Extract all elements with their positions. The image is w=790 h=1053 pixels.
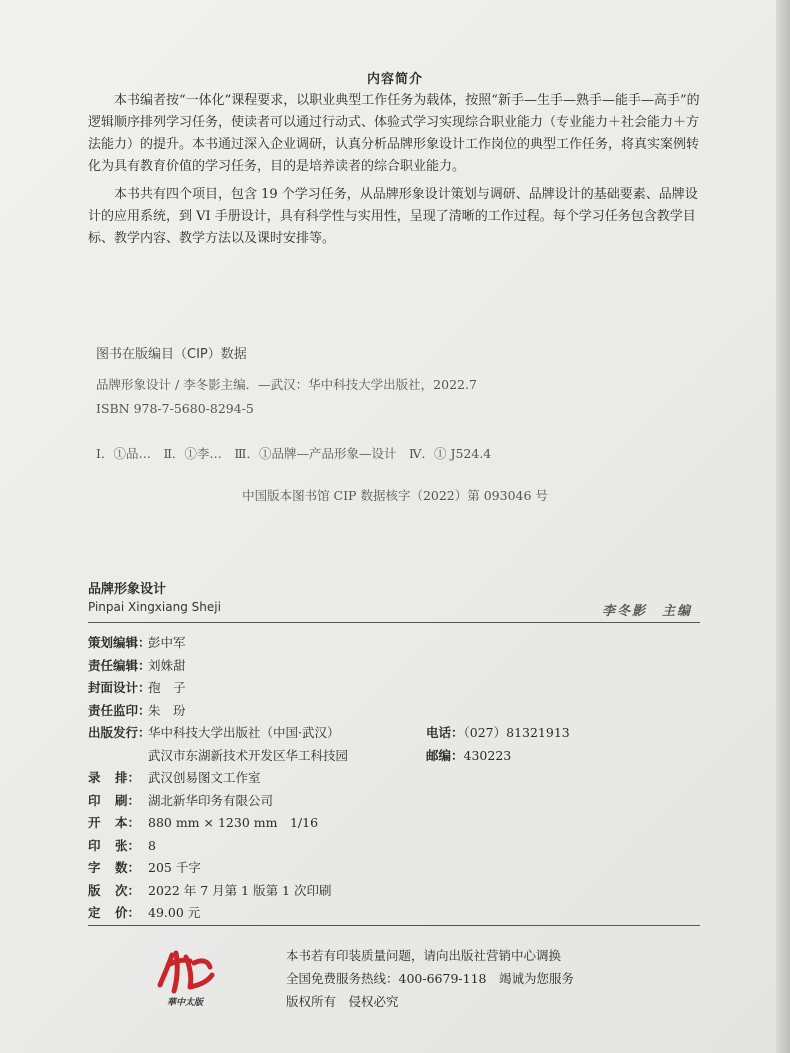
- book-title: 品牌形象设计: [88, 582, 167, 597]
- detail-label: 印: [88, 792, 101, 808]
- cip-title: 图书在版编目（CIP）数据: [96, 347, 247, 362]
- publisher-address: 武汉市东湖新技术开发区华工科技园: [148, 747, 349, 763]
- detail-value: 朱 玢: [148, 702, 186, 718]
- intro-paragraph-1: 本书编者按“一体化”课程要求，以职业典型工作任务为载体，按照“新手—生手—熟手—能手—高手”的逻辑顺序排列学习任务，使读者可以通过行动式、体验式学习实现综合职业能力（专业能力＋社会能力＋方法能力）的提升。本书通过深入企业调研，认真分析品牌形象设计工作岗位的典型工作任务，将真实案例转化为具有教育价值的学习任务，目的是培养读者的综合职业能力。: [88, 93, 700, 174]
- detail-row-price: [88, 902, 700, 925]
- detail-value: 2022 年 7 月第 1 版第 1 次印刷: [148, 882, 332, 898]
- notice-copyright: 版权所有 侵权必究: [286, 994, 399, 1009]
- detail-label: 出版发行：: [88, 725, 151, 740]
- detail-label: 字: [88, 860, 101, 875]
- cip-classification: Ⅰ．①品… Ⅱ．①李… Ⅲ．①品牌—产品形象—设计 Ⅳ．① J524.4: [96, 446, 492, 461]
- phone-value: （027）81321913: [463, 725, 570, 740]
- intro-paragraph-2: 本书共有四个项目，包含 19 个学习任务，从品牌形象设计策划与调研、品牌设计的基础要素、品牌设计的应用系统，到 VI 手册设计，具有科学性与实用性，呈现了清晰的工作过程。每个学习任务包含教学目标、教学内容、教学方法以及课时安排等。: [88, 187, 698, 246]
- detail-label: 次：: [114, 882, 140, 898]
- detail-value: 彭中军: [148, 635, 186, 650]
- divider-top: [88, 622, 700, 623]
- detail-label: 本：: [114, 815, 140, 830]
- detail-row-words: [88, 857, 700, 880]
- cip-isbn: ISBN 978-7-5680-8294-5: [96, 401, 254, 416]
- divider-bottom: [88, 925, 700, 926]
- phone-field: [426, 722, 570, 745]
- cip-catalog-line: 品牌形象设计 / 李冬影主编．—武汉：华中科技大学出版社，2022.7: [96, 377, 477, 392]
- detail-label: 策划编辑：: [88, 635, 151, 650]
- intro-title: 内容简介: [366, 72, 423, 87]
- detail-label: 版: [88, 882, 101, 898]
- detail-row-supervisor: [88, 700, 700, 723]
- detail-value: 8: [148, 837, 156, 853]
- publication-details: [88, 632, 700, 925]
- detail-value: 武汉创易图文工作室: [148, 770, 261, 785]
- book-author: 李冬影 主编: [601, 604, 692, 619]
- postcode-field: [426, 745, 511, 768]
- detail-label: 数：: [114, 860, 140, 875]
- detail-row-cover-design: [88, 677, 700, 700]
- cip-verify-number: 中国版本图书馆 CIP 数据核字（2022）第 093046 号: [242, 488, 548, 503]
- detail-label: 定: [88, 905, 101, 920]
- intro-body: [88, 90, 700, 256]
- detail-label: 开: [88, 815, 101, 830]
- detail-value: 880 mm × 1230 mm 1/16: [148, 815, 319, 830]
- detail-row-sheets: [88, 835, 700, 858]
- book-pinyin: Pinpai Xingxiang Sheji: [88, 600, 221, 614]
- detail-label: 责任监印：: [88, 702, 151, 718]
- detail-label: 排：: [114, 770, 140, 785]
- detail-value: 刘姝甜: [148, 657, 186, 673]
- detail-value: 湖北新华印务有限公司: [148, 792, 274, 808]
- detail-row-responsible-editor: [88, 655, 700, 678]
- page-edge: [776, 0, 790, 1053]
- detail-row-publisher: [88, 722, 700, 745]
- publisher-logo-text: 華中太版: [166, 998, 203, 1008]
- detail-row-printing: [88, 790, 700, 813]
- notice-quality: 本书若有印装质量问题，请向出版社营销中心调换: [286, 948, 562, 963]
- detail-value: 49.00 元: [148, 905, 201, 920]
- notice-hotline: 全国免费服务热线：400-6679-118 竭诚为您服务: [286, 971, 574, 986]
- detail-label: 印: [88, 837, 101, 853]
- detail-row-format: [88, 812, 700, 835]
- detail-row-address: [88, 745, 700, 768]
- footer-notice: [286, 944, 574, 1013]
- detail-row-typesetting: [88, 767, 700, 790]
- detail-value: 华中科技大学出版社（中国·武汉）: [148, 725, 340, 740]
- detail-label: 刷：: [114, 792, 140, 808]
- detail-row-planning-editor: [88, 632, 700, 655]
- detail-label: 封面设计：: [88, 680, 151, 695]
- postcode-value: 430223: [463, 747, 512, 763]
- detail-label: 录: [88, 770, 101, 785]
- phone-label: 电话：: [426, 725, 464, 740]
- detail-row-edition: [88, 880, 700, 903]
- detail-label: 价：: [114, 905, 140, 920]
- postcode-label: 邮编：: [426, 747, 464, 763]
- detail-label: 责任编辑：: [88, 657, 151, 673]
- detail-value: 205 千字: [148, 860, 201, 875]
- detail-value: 孢 子: [148, 680, 186, 695]
- detail-label: 张：: [114, 837, 140, 853]
